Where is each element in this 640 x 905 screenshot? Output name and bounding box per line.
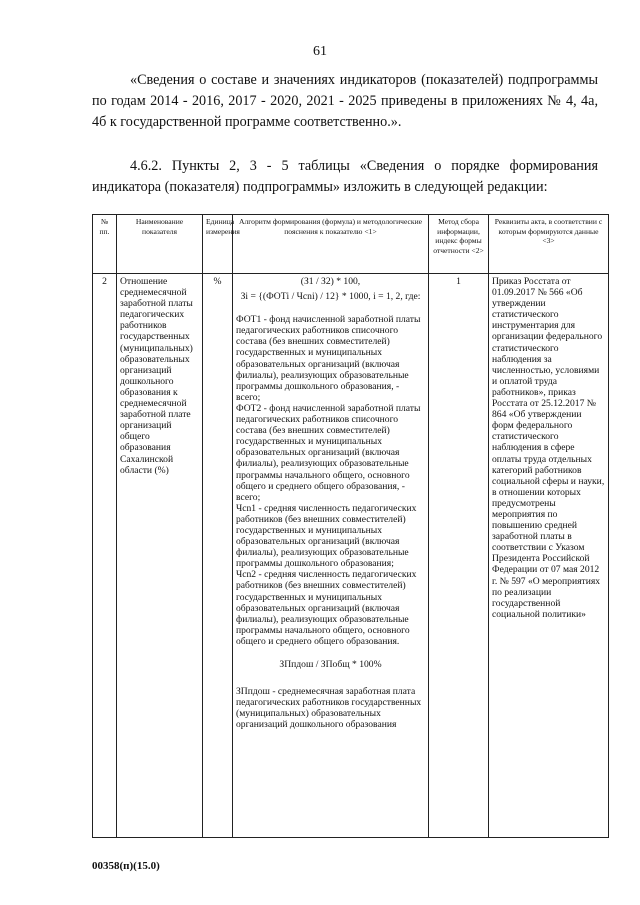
header-algorithm: Алгоритм формирования (формула) и методологические пояснения к показателю <1> (233, 215, 429, 274)
algo-line-chsn1: Чcn1 - средняя численность педагогических работников (без внешних совместителей) государственных и муниципальных образовательных организаций (включая филиалы), реализующих образовательные программы дошкольного образования; (236, 502, 417, 570)
indicator-table (92, 214, 609, 838)
paragraph-amendment: 4.6.2. Пункты 2, 3 - 5 таблицы «Сведения о порядке формирования индикатора (показателя) подпрограммы» изложить в следующей редакции: (92, 158, 598, 195)
algo-line-fot2: ФОТ2 - фонд начисленной заработной платы педагогических работников списочного состава (без внешних совместителей) государственных и муниципальных образовательных организаций (включая филиалы), реализующих образовательные программы начального общего, основного общего и среднего общего образования, - всего; (236, 402, 421, 503)
header-unit: Единица измерения (203, 215, 233, 274)
indicator-unit: % (203, 274, 233, 838)
algo-line-zppdosh: ЗПпдош - среднемесячная заработная плата педагогических работников государственных (муниципальных) образовательных организаций дошкольного образования (236, 686, 422, 731)
algo-line-fot1: ФОТ1 - фонд начисленной заработной платы педагогических работников списочного состава (без внешних совместителей) государственных и муниципальных образовательных организаций (включая филиалы), реализующих образовательные программы дошкольного образования, - всего; (236, 314, 421, 403)
formula-main: (З1 / З2) * 100, (300, 276, 361, 287)
paragraph-intro: «Сведения о составе и значениях индикаторов (показателей) подпрограммы по годам 2014 - 2016, 2017 - 2020, 2021 - 2025 приведены в приложениях № 4, 4а, 4б к государственной программе соответственно.». (92, 72, 598, 130)
row-number: 2 (93, 274, 117, 838)
header-name: Наименование показателя (117, 215, 203, 274)
algo-line-chsn2: Чcn2 - средняя численность педагогических работников (без внешних совместителей) государственных и муниципальных образовательных организаций (включая филиалы), реализующих образовательные программы начального общего, основного общего и среднего общего образования. (236, 569, 417, 647)
header-method: Метод сбора информации, индекс формы отчетности <2> (429, 215, 489, 274)
page-number: 61 (313, 44, 327, 59)
header-number: № пп. (93, 215, 117, 274)
collection-method: 1 (429, 274, 489, 838)
document-code: 00358(п)(15.0) (92, 860, 160, 872)
indicator-name: Отношение среднемесячной заработной платы педагогических работников государственных (муниципальных) образовательных организаций дошкольного образования к среднемесячной заработной плате организаций общего образования Сахалинской области (%) (117, 274, 203, 838)
formula-secondary: ЗПпдош / ЗПобщ * 100% (279, 659, 382, 670)
act-requisites: Приказ Росстата от 01.09.2017 № 566 «Об утверждении статистического инструментария для организации федерального статистического наблюдения за численностью, условиями и оплатой труда работников», приказ Росстата от 25.12.2017 № 864 «Об утверждении форм федерального статистического наблюдения в сфере оплаты труда отдельных категорий работников социальной сферы и науки, в отношении которых предусмотрены мероприятия по повышению средней заработной платы в соответствии с Указом Президента Российской Федерации от 07 мая 2012 г. № 597 «О мероприятиях по реализации государственной социальной политики» (489, 274, 609, 838)
table-row (93, 274, 609, 838)
header-requisites: Реквизиты акта, в соответствии с которым формируются данные <3> (489, 215, 609, 274)
table-header-row (93, 215, 609, 274)
formula-definition: Зi = {(ФОТi / Чcni) / 12} * 1000, i = 1, 2, где: (240, 291, 421, 303)
algorithm-cell (233, 274, 429, 838)
